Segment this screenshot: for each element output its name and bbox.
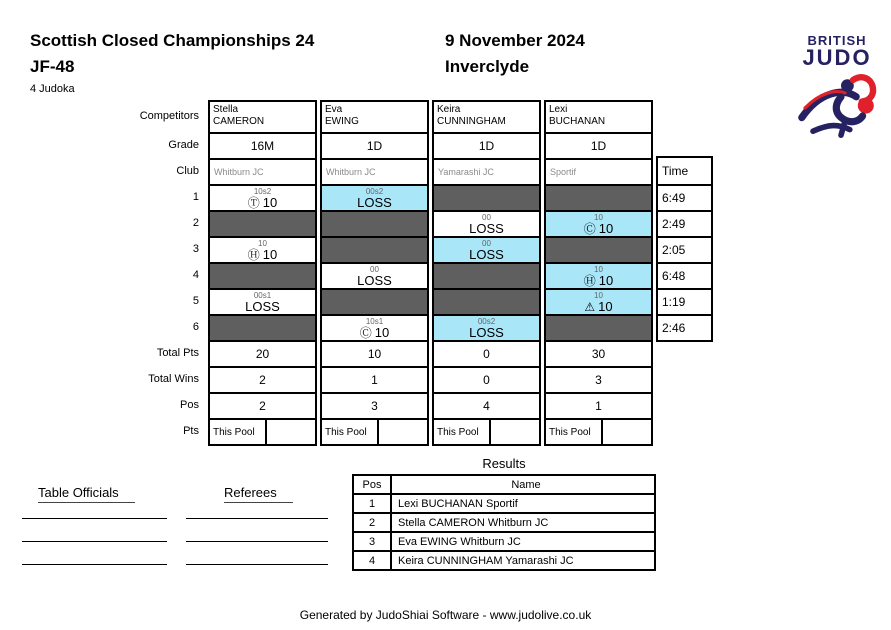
first-name: Eva bbox=[325, 104, 343, 115]
pool-grid bbox=[208, 100, 728, 450]
match-cell bbox=[434, 314, 539, 340]
time-header: Time bbox=[658, 158, 711, 184]
results-name-header: Name bbox=[391, 475, 655, 494]
signature-line bbox=[22, 564, 167, 565]
competitor-name bbox=[210, 102, 315, 132]
signature-line bbox=[186, 564, 328, 565]
referees-label: Referees bbox=[224, 485, 293, 503]
match-cell bbox=[210, 236, 315, 262]
competitor-name bbox=[546, 102, 651, 132]
score-detail: 10 bbox=[258, 239, 267, 248]
score-main: ⚠ 10 bbox=[584, 299, 613, 314]
score-main: Ⓗ 10 bbox=[247, 247, 278, 262]
win-symbol-icon: Ⓗ bbox=[247, 248, 260, 262]
results-pos-header: Pos bbox=[353, 475, 391, 494]
match-cell-unused bbox=[546, 184, 651, 210]
competitor-name bbox=[434, 102, 539, 132]
score-detail: 10 bbox=[594, 291, 603, 300]
score-main: Ⓗ 10 bbox=[583, 273, 614, 288]
match-cell-unused bbox=[322, 288, 427, 314]
pos-value: 1 bbox=[546, 392, 651, 418]
judoka-count: 4 Judoka bbox=[30, 83, 75, 95]
match-time: 6:48 bbox=[658, 262, 711, 288]
result-pos: 4 bbox=[353, 551, 391, 570]
first-name: Lexi bbox=[549, 104, 568, 115]
score-main: LOSS bbox=[469, 325, 504, 340]
results-section bbox=[352, 456, 656, 571]
match-cell-unused bbox=[546, 236, 651, 262]
score-detail: 10s1 bbox=[365, 317, 384, 326]
score-detail: 00 bbox=[370, 265, 379, 274]
result-name: Stella CAMERON Whitburn JC bbox=[391, 513, 655, 532]
match-cell-unused bbox=[210, 262, 315, 288]
label-total-pts: Total Pts bbox=[156, 347, 199, 359]
match-time: 6:49 bbox=[658, 184, 711, 210]
signature-line bbox=[186, 518, 328, 519]
score-detail: 00 bbox=[482, 213, 491, 222]
result-pos: 1 bbox=[353, 494, 391, 513]
grade-value: 1D bbox=[546, 132, 651, 158]
match-cell bbox=[546, 210, 651, 236]
pos-value: 2 bbox=[210, 392, 315, 418]
referees-block bbox=[224, 484, 293, 503]
match-cell-unused bbox=[210, 314, 315, 340]
score-detail: 10 bbox=[594, 213, 603, 222]
last-name: CAMERON bbox=[213, 116, 265, 127]
score-main: Ⓒ 10 bbox=[359, 325, 390, 340]
match-cell-unused bbox=[322, 210, 427, 236]
total-wins-value: 3 bbox=[546, 366, 651, 392]
signature-line bbox=[186, 541, 328, 542]
results-row bbox=[353, 494, 655, 513]
category-title: JF-48 bbox=[30, 57, 75, 76]
grade-value: 16M bbox=[210, 132, 315, 158]
this-pool-label: This Pool bbox=[546, 420, 603, 444]
date-block bbox=[445, 28, 585, 80]
score-main: Ⓒ 10 bbox=[583, 221, 614, 236]
club-value: Whitburn JC bbox=[210, 158, 315, 184]
match-cell-unused bbox=[546, 314, 651, 340]
result-pos: 2 bbox=[353, 513, 391, 532]
score-detail: 00s2 bbox=[477, 317, 496, 326]
label-match-4: 4 bbox=[192, 269, 199, 281]
label-competitors: Competitors bbox=[139, 110, 199, 122]
label-match-5: 5 bbox=[192, 295, 199, 307]
signature-line bbox=[22, 541, 167, 542]
match-cell bbox=[210, 288, 315, 314]
last-name: CUNNINGHAM bbox=[437, 116, 506, 127]
score-main: LOSS bbox=[357, 195, 392, 210]
result-name: Lexi BUCHANAN Sportif bbox=[391, 494, 655, 513]
label-grade: Grade bbox=[168, 139, 199, 151]
pts-blank bbox=[491, 420, 539, 444]
club-value: Sportif bbox=[546, 158, 651, 184]
club-value: Whitburn JC bbox=[322, 158, 427, 184]
pool-column-ewing bbox=[320, 100, 429, 446]
footer-text: Generated by JudoShiai Software - www.judolive.co.uk bbox=[299, 608, 592, 622]
match-cell bbox=[322, 262, 427, 288]
label-pts: Pts bbox=[183, 425, 199, 437]
pos-value: 4 bbox=[434, 392, 539, 418]
score-detail: 00s1 bbox=[253, 291, 272, 300]
time-column bbox=[656, 156, 713, 342]
label-total-wins: Total Wins bbox=[148, 373, 199, 385]
pts-cell bbox=[210, 418, 315, 444]
win-symbol-icon: Ⓗ bbox=[583, 274, 596, 288]
last-name: BUCHANAN bbox=[549, 116, 606, 127]
label-match-6: 6 bbox=[192, 321, 199, 333]
total-wins-value: 2 bbox=[210, 366, 315, 392]
score-detail: 00 bbox=[482, 239, 491, 248]
match-cell-unused bbox=[434, 184, 539, 210]
this-pool-label: This Pool bbox=[322, 420, 379, 444]
match-cell-unused bbox=[210, 210, 315, 236]
pts-cell bbox=[434, 418, 539, 444]
score-detail: 10s2 bbox=[253, 187, 272, 196]
results-row bbox=[353, 513, 655, 532]
grade-value: 1D bbox=[322, 132, 427, 158]
signature-line bbox=[22, 518, 167, 519]
score-main: LOSS bbox=[469, 247, 504, 262]
judoka-emblem-icon bbox=[796, 68, 878, 140]
logo-text-judo: JUDO bbox=[802, 45, 872, 70]
this-pool-label: This Pool bbox=[434, 420, 491, 444]
match-cell bbox=[546, 288, 651, 314]
score-main: Ⓣ 10 bbox=[247, 195, 278, 210]
pool-column-buchanan bbox=[544, 100, 653, 446]
match-cell bbox=[210, 184, 315, 210]
last-name: EWING bbox=[325, 116, 359, 127]
match-time: 2:05 bbox=[658, 236, 711, 262]
pos-value: 3 bbox=[322, 392, 427, 418]
event-date: 9 November 2024 bbox=[445, 31, 585, 50]
club-value: Yamarashi JC bbox=[434, 158, 539, 184]
competitor-name bbox=[322, 102, 427, 132]
pts-blank bbox=[379, 420, 427, 444]
page-title: Scottish Closed Championships 24 bbox=[30, 31, 315, 50]
match-time: 2:49 bbox=[658, 210, 711, 236]
label-club: Club bbox=[176, 165, 199, 177]
this-pool-label: This Pool bbox=[210, 420, 267, 444]
first-name: Keira bbox=[437, 104, 461, 115]
match-cell bbox=[546, 262, 651, 288]
pts-cell bbox=[546, 418, 651, 444]
result-name: Eva EWING Whitburn JC bbox=[391, 532, 655, 551]
total-pts-value: 20 bbox=[210, 340, 315, 366]
total-wins-value: 0 bbox=[434, 366, 539, 392]
results-row bbox=[353, 551, 655, 570]
match-cell bbox=[322, 314, 427, 340]
result-pos: 3 bbox=[353, 532, 391, 551]
match-cell bbox=[434, 210, 539, 236]
pool-column-cameron bbox=[208, 100, 317, 446]
results-title: Results bbox=[482, 456, 526, 471]
match-cell bbox=[322, 184, 427, 210]
result-name: Keira CUNNINGHAM Yamarashi JC bbox=[391, 551, 655, 570]
win-symbol-icon: Ⓒ bbox=[359, 326, 372, 340]
grade-value: 1D bbox=[434, 132, 539, 158]
pool-row-labels bbox=[0, 100, 204, 444]
score-detail: 10 bbox=[594, 265, 603, 274]
label-match-3: 3 bbox=[192, 243, 199, 255]
match-cell-unused bbox=[322, 236, 427, 262]
title-block bbox=[30, 28, 314, 95]
match-time: 1:19 bbox=[658, 288, 711, 314]
score-main: LOSS bbox=[357, 273, 392, 288]
pts-blank bbox=[603, 420, 651, 444]
score-main: LOSS bbox=[245, 299, 280, 314]
score-detail: 00s2 bbox=[365, 187, 384, 196]
first-name: Stella bbox=[213, 104, 239, 115]
pool-column-cunningham bbox=[432, 100, 541, 446]
match-time: 2:46 bbox=[658, 314, 711, 340]
total-pts-value: 0 bbox=[434, 340, 539, 366]
match-cell-unused bbox=[434, 288, 539, 314]
british-judo-logo bbox=[793, 34, 881, 145]
match-cell bbox=[434, 236, 539, 262]
win-symbol-icon: Ⓒ bbox=[583, 222, 596, 236]
pts-blank bbox=[267, 420, 315, 444]
total-pts-value: 30 bbox=[546, 340, 651, 366]
match-cell-unused bbox=[434, 262, 539, 288]
total-wins-value: 1 bbox=[322, 366, 427, 392]
label-match-2: 2 bbox=[192, 217, 199, 229]
event-venue: Inverclyde bbox=[445, 57, 530, 76]
label-pos: Pos bbox=[180, 399, 199, 411]
win-symbol-icon: ⚠ bbox=[584, 300, 596, 314]
table-officials-block bbox=[38, 484, 135, 503]
results-row bbox=[353, 532, 655, 551]
label-match-1: 1 bbox=[192, 191, 199, 203]
logo-text-british: BRITISH bbox=[807, 33, 867, 48]
table-officials-label: Table Officials bbox=[38, 485, 135, 503]
results-header-row bbox=[353, 475, 655, 494]
score-main: LOSS bbox=[469, 221, 504, 236]
results-table bbox=[352, 474, 656, 571]
pts-cell bbox=[322, 418, 427, 444]
win-symbol-icon: Ⓣ bbox=[247, 196, 260, 210]
total-pts-value: 10 bbox=[322, 340, 427, 366]
